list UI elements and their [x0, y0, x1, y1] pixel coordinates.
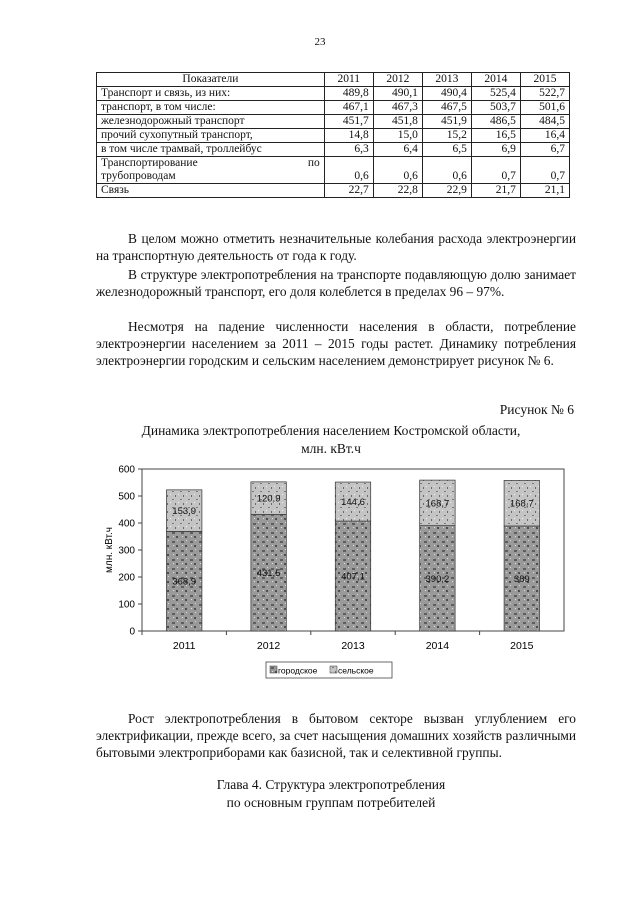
energy-table — [96, 72, 570, 198]
table-cell: 0,6 — [324, 157, 373, 184]
table-cell: 21,7 — [471, 184, 520, 198]
legend-swatch-rural — [330, 666, 337, 673]
table-cell: 0,6 — [373, 157, 422, 184]
table-row-label-part: по — [307, 157, 320, 169]
table-cell: 22,9 — [422, 184, 471, 198]
consumption-chart — [90, 458, 572, 690]
table-cell: 22,7 — [324, 184, 373, 198]
table-row-label: Связь — [97, 184, 325, 198]
x-axis — [142, 631, 534, 652]
table-row-label: железнодорожный транспорт — [97, 115, 325, 129]
legend — [266, 662, 392, 678]
table-cell: 0,7 — [520, 157, 569, 184]
chapter-heading-line: Глава 4. Структура электропотребления — [216, 777, 446, 792]
table-row-label-part: трубопроводам — [101, 170, 176, 182]
table-row — [97, 143, 570, 157]
y-tick-label: 600 — [118, 464, 135, 476]
table-cell: 451,8 — [373, 115, 422, 129]
y-tick-label: 300 — [118, 545, 135, 557]
table-cell: 16,4 — [520, 129, 569, 143]
bar-value-label: 120,9 — [256, 493, 281, 505]
bar-value-label: 168,7 — [425, 498, 450, 510]
table-row — [97, 115, 570, 129]
figure-label: Рисунок № 6 — [499, 402, 574, 417]
table-cell: 501,6 — [520, 101, 569, 115]
table-cell: 525,4 — [471, 87, 520, 101]
table-row-label: прочий сухопутный транспорт, — [97, 129, 325, 143]
page-number: 23 — [314, 36, 326, 48]
y-tick-label: 500 — [118, 491, 135, 503]
x-tick-label: 2013 — [341, 640, 365, 652]
table-row-label: в том числе трамвай, троллейбус — [97, 143, 325, 157]
legend-label-urban: городское — [278, 665, 318, 676]
table-cell: 15,2 — [422, 129, 471, 143]
table-cell: 484,5 — [520, 115, 569, 129]
table-row-label — [97, 157, 325, 184]
y-tick-label: 400 — [118, 518, 135, 530]
table-row — [97, 184, 570, 198]
table-cell: 490,4 — [422, 87, 471, 101]
table-cell: 490,1 — [373, 87, 422, 101]
bar-value-label: 153,9 — [172, 506, 197, 518]
bar-value-label: 368,9 — [172, 576, 197, 588]
table-cell: 15,0 — [373, 129, 422, 143]
table-header-cell: 2012 — [373, 73, 422, 87]
paragraph: В целом можно отметить незначительные колебания расхода электроэнергии на транспортную деятельность от года к году. — [96, 231, 576, 263]
y-tick-label: 200 — [118, 572, 135, 584]
y-tick-label: 0 — [129, 626, 135, 638]
table-cell: 0,6 — [422, 157, 471, 184]
table-cell: 467,5 — [422, 101, 471, 115]
chapter-heading — [90, 776, 572, 812]
table-row — [97, 129, 570, 143]
bar-value-label: 144,6 — [341, 497, 365, 509]
paragraph: Рост электропотребления в бытовом секторе вызван углублением его электрификации, прежде всего, за счет насыщения домашних хозяйств различными бытовыми электроприборами как базисной, так и селективной группы. — [96, 711, 576, 760]
table-header-row — [97, 73, 570, 87]
table-row — [97, 157, 570, 184]
table-cell: 486,5 — [471, 115, 520, 129]
x-tick-label: 2014 — [425, 640, 450, 652]
table-header-cell: 2011 — [324, 73, 373, 87]
bar-value-label: 389 — [513, 573, 530, 585]
table-header-cell: 2014 — [471, 73, 520, 87]
chart-title-line: Динамика электропотребления населением Костромской области, — [141, 423, 521, 438]
paragraph: Несмотря на падение численности населения в области, потребление электроэнергии населением за 2011 – 2015 годы растет. Динамику потребления электроэнергии городским и сельским населением демонстрирует рисунок № 6. — [96, 319, 576, 368]
table-cell: 6,9 — [471, 143, 520, 157]
table-cell: 14,8 — [324, 129, 373, 143]
table-row — [97, 101, 570, 115]
table-row-label: транспорт, в том числе: — [97, 101, 325, 115]
legend-swatch-urban — [270, 666, 277, 673]
y-axis-title: млн. кВт.ч — [104, 527, 115, 573]
bar-value-label: 431,5 — [256, 568, 281, 580]
table-row — [97, 87, 570, 101]
table-cell: 6,4 — [373, 143, 422, 157]
chart-title-line: млн. кВт.ч — [301, 441, 361, 456]
y-tick-label: 100 — [118, 599, 135, 611]
table-cell: 451,9 — [422, 115, 471, 129]
x-tick-label: 2012 — [256, 640, 281, 652]
bar-value-label: 407,1 — [341, 571, 365, 583]
table-cell: 22,8 — [373, 184, 422, 198]
chapter-heading-line: по основным группам потребителей — [226, 795, 436, 810]
x-tick-label: 2015 — [510, 640, 534, 652]
table-row-label: Транспорт и связь, из них: — [97, 87, 325, 101]
x-tick-label: 2011 — [172, 640, 196, 652]
paragraph: В структуре электропотребления на транспорте подавляющую долю занимает железнодорожный транспорт, его доля колеблется в пределах 96 – 97%. — [96, 267, 576, 299]
table-cell: 6,5 — [422, 143, 471, 157]
table-cell: 522,7 — [520, 87, 569, 101]
table-row-label-part: Транспортирование — [101, 157, 198, 169]
table-cell: 503,7 — [471, 101, 520, 115]
table-cell: 6,7 — [520, 143, 569, 157]
table-cell: 0,7 — [471, 157, 520, 184]
table-cell: 489,8 — [324, 87, 373, 101]
table-cell: 6,3 — [324, 143, 373, 157]
table-header-cell: Показатели — [97, 73, 325, 87]
table-header-cell: 2013 — [422, 73, 471, 87]
chart-title — [90, 422, 572, 458]
table-header-cell: 2015 — [520, 73, 569, 87]
table-cell: 21,1 — [520, 184, 569, 198]
table-cell: 16,5 — [471, 129, 520, 143]
table-cell: 451,7 — [324, 115, 373, 129]
legend-label-rural: сельское — [338, 665, 374, 676]
bar-value-label: 390,2 — [425, 573, 450, 585]
bar-value-label: 168,7 — [509, 498, 534, 510]
y-axis — [118, 465, 142, 638]
table-cell: 467,1 — [324, 101, 373, 115]
table-cell: 467,3 — [373, 101, 422, 115]
